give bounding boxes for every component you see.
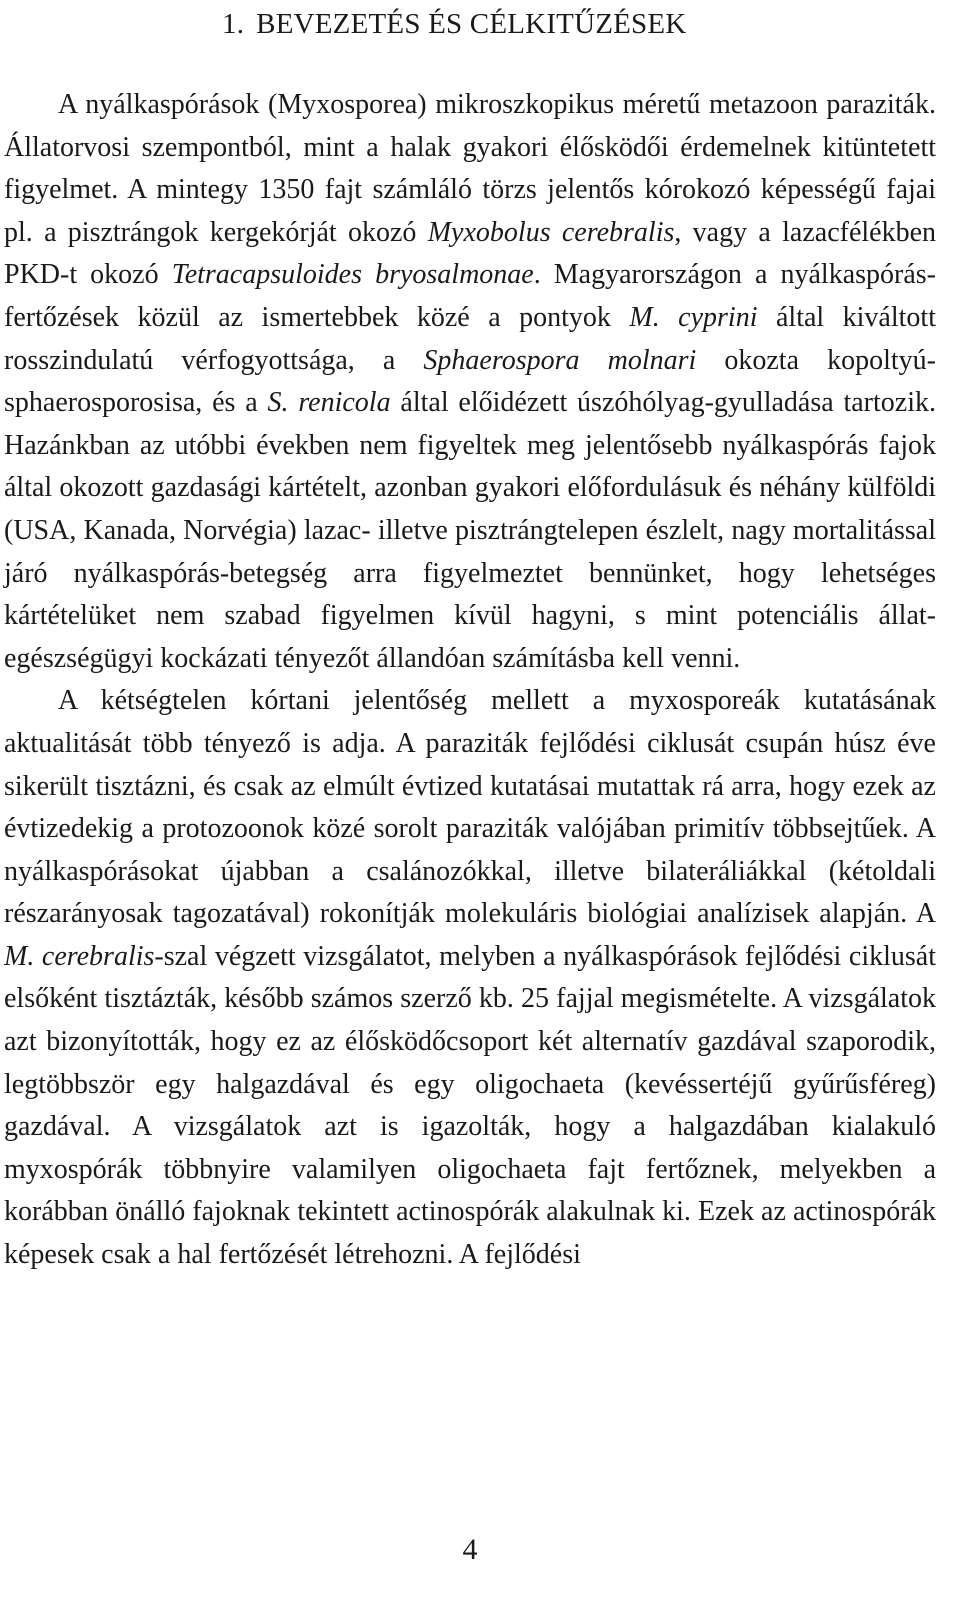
italic-term: Sphaerospora molnari [423,344,697,376]
chapter-number: 1. [222,8,245,40]
text-run: által kiváltott rosszindulatú vérfogyottsága, a [4,301,936,376]
chapter-heading [222,6,686,42]
text-run: . Magyarországon a nyálkaspórás-fertőzések közül az ismertebbek közé a pontyok [4,259,936,333]
body-text [4,84,936,1277]
chapter-title: BEVEZETÉS ÉS CÉLKITŰZÉSEK [256,8,687,40]
italic-term: M. cerebralis [4,940,155,972]
text-run: -szal végzett vizsgálatot, melyben a nyálkaspórások fejlődési ciklusát elsőként tisztázták, később számos szerző kb. 25 fajjal megismételte. A vizsgálatok azt bizonyították, hogy ez az élősködőcsoport két alternatív gazdával szaporodik, legtöbbször egy halgazdával és egy oligochaeta (kevéssertéjű gyűrűsféreg) gazdával. A vizsgálatok azt is igazolták, hogy a halgazdában kialakuló myxospórák többnyire valamilyen oligochaeta fajt fertőznek, melyekben a korábban önálló fajoknak tekintett actinospórák alakulnak ki. Ezek az actinospórák képesek csak a hal fertőzését létrehozni. A fejlődési [4,940,936,1271]
page-number: 4 [462,1533,478,1566]
italic-term: M. cyprini [629,301,758,333]
text-run: okozta kopoltyú-sphaerosporosisa, és a [4,344,936,419]
italic-term: S. renicola [267,387,391,419]
paragraph [4,84,936,680]
text-run: A kétségtelen kórtani jelentőség mellett a myxosporeák kutatásának aktualitását több tényező is adja. A paraziták fejlődési ciklusát csupán húsz éve sikerült tisztázni, és csak az elmúlt évtized kutatásai mutattak rá arra, hogy ezek az évtizedekig a protozoonok közé sorolt paraziták valójában primitív többsejtűek. A nyálkaspórásokat újabban a csalánozókkal, illetve bilateráliákkal (kétoldali részarányosak tagozatával) rokonítják molekuláris biológiai analízisek alapján. A [4,685,936,930]
text-run: által előidézett úszóhólyag-gyulladása tartozik. Hazánkban az utóbbi években nem figyeltek meg jelentősebb nyálkaspórás fajok által okozott gazdasági kártételt, azonban gyakori előfordulásuk és néhány külföldi (USA, Kanada, Norvégia) lazac- illetve pisztrángtelepen észlelt, nagy mortalitással járó nyálkaspórás-betegség arra figyelmeztet bennünket, hogy lehetséges kártételüket nem szabad figyelmen kívül hagyni, s mint potenciális állat-egészségügyi kockázati tényezőt állandóan számításba kell venni. [4,387,936,674]
text-run: , vagy a lazacfélékben PKD-t okozó [4,216,937,291]
paragraph [4,680,936,1276]
italic-term: Tetracapsuloides bryosalmonae [171,259,534,291]
italic-term: Myxobolus cerebralis [427,216,675,248]
text-run: A nyálkaspórások (Myxosporea) mikroszkopikus méretű metazoon paraziták. Állatorvosi szempontból, mint a halak gyakori élősködői érdemelnek kitüntetett figyelmet. A mintegy 1350 fajt számláló törzs jelentős kórokozó képességű fajai pl. a pisztrángok kergekórját okozó [4,89,936,248]
